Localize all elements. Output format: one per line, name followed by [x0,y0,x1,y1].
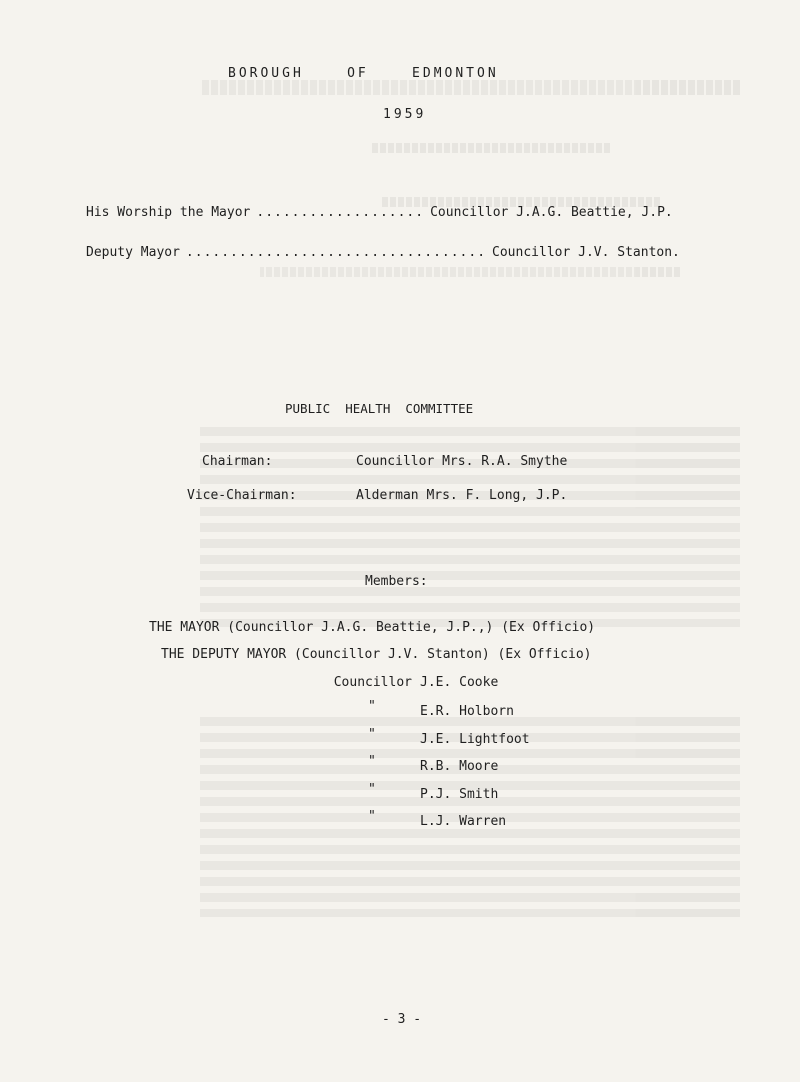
member-prefix: Councillor [333,675,412,690]
member-prefix: " [368,699,376,714]
member-name: R.B. Moore [420,759,499,774]
deputy-mayor-leader: .................................. [185,245,487,260]
member-prefix: " [368,782,376,797]
member-prefix: " [368,727,376,742]
ex-officio-deputy: THE DEPUTY MAYOR (Councillor J.V. Stanton) (Ex Officio) [161,647,592,662]
page-number: - 3 - [382,1012,422,1027]
vice-chairman-name: Alderman Mrs. F. Long, J.P. [356,488,568,503]
vice-chairman-label: Vice-Chairman: [187,488,297,503]
member-name: J.E. Lightfoot [420,732,530,747]
year-heading: 1959 [383,107,427,122]
borough-heading: BOROUGH OF EDMONTON [228,66,499,81]
member-name: P.J. Smith [420,787,499,802]
member-name: J.E. Cooke [420,675,499,690]
mayor-role: His Worship the Mayor [86,205,251,220]
deputy-mayor-role: Deputy Mayor [86,245,180,260]
members-label: Members: [365,574,428,589]
member-prefix: " [368,809,376,824]
ex-officio-mayor: THE MAYOR (Councillor J.A.G. Beattie, J.P.,) (Ex Officio) [149,620,596,635]
chairman-name: Councillor Mrs. R.A. Smythe [356,454,568,469]
deputy-mayor-name: Councillor J.V. Stanton. [492,245,680,260]
member-prefix: " [368,754,376,769]
member-name: E.R. Holborn [420,704,514,719]
mayor-name: Councillor J.A.G. Beattie, J.P. [430,205,673,220]
deputy-mayor-line [86,245,726,261]
mayor-leader: ................... [256,205,425,220]
chairman-label: Chairman: [202,454,273,469]
mayor-line [86,205,768,221]
member-name: L.J. Warren [420,814,507,829]
committee-title: PUBLIC HEALTH COMMITTEE [285,401,474,416]
